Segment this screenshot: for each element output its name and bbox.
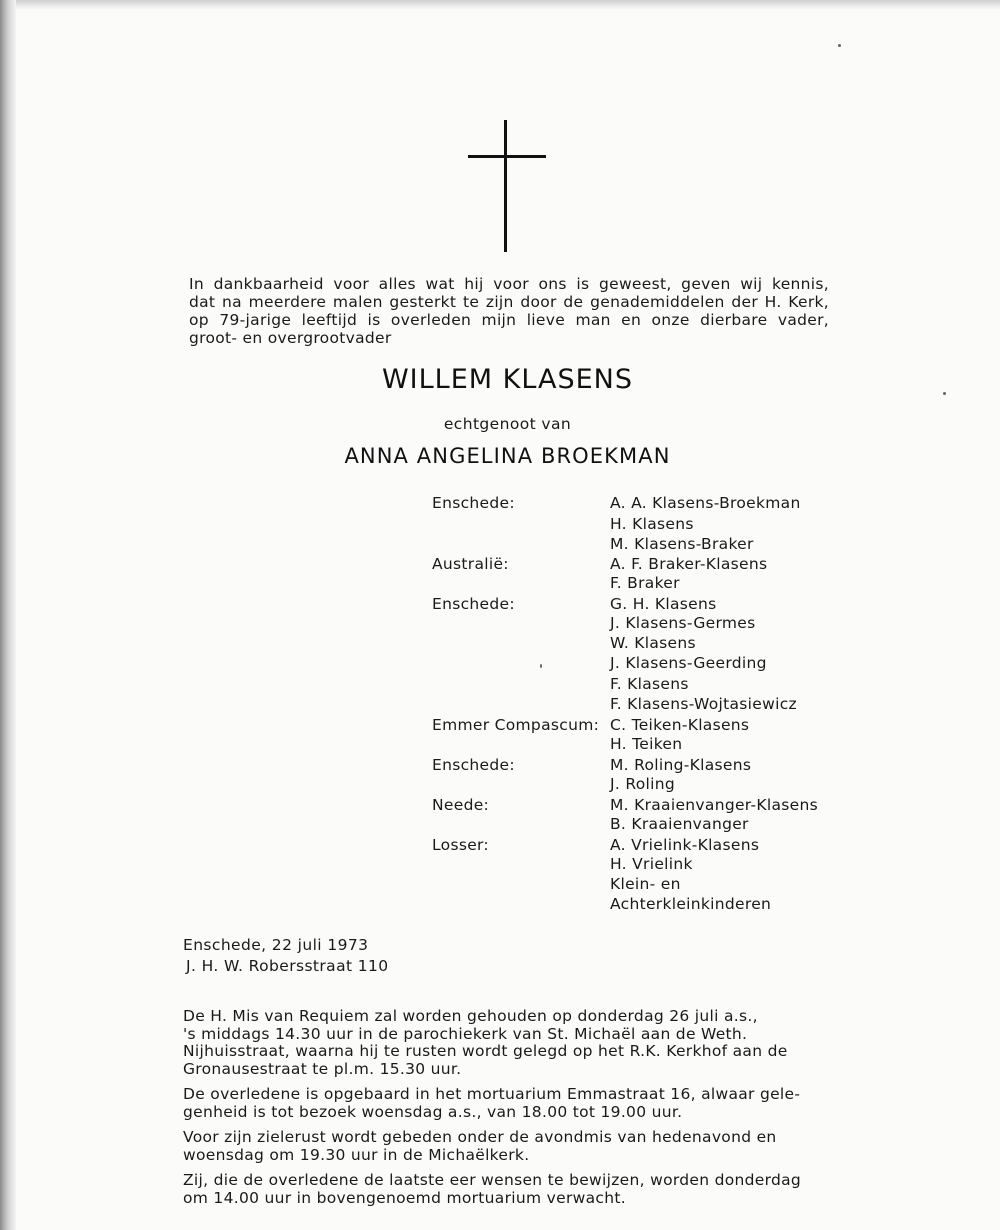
- family-group: [432, 494, 832, 553]
- family-members: [610, 716, 832, 753]
- family-member: F. Klasens: [610, 674, 689, 693]
- scan-top-edge: [16, 0, 1000, 10]
- family-member: W. Klasens: [610, 634, 696, 652]
- place-date: Enschede, 22 juli 1973: [183, 936, 369, 954]
- note-line: Nijhuisstraat, waarna hij te rusten wordt gelegd op het R.K. Kerkhof aan de: [183, 1042, 788, 1060]
- note-line: woensdag om 19.30 uur in de Michaëlkerk.: [183, 1145, 530, 1164]
- family-place: Emmer Compascum:: [432, 716, 600, 734]
- family-member: J. Klasens-Geerding: [610, 654, 767, 672]
- note-line: Voor zijn zielerust wordt gebeden onder de avondmis van hedenavond en: [183, 1128, 777, 1146]
- family-member: Klein- en: [610, 875, 681, 893]
- paper-speck: [838, 44, 841, 47]
- family-group: [432, 595, 832, 713]
- family-members: [610, 494, 832, 553]
- family-members: [610, 796, 832, 833]
- cross-vertical-bar: [504, 120, 507, 252]
- family-member: H. Vrielink: [610, 854, 693, 873]
- family-member: Achterkleinkinderen: [610, 895, 772, 913]
- family-member: B. Kraaienvanger: [610, 814, 749, 833]
- family-member: F. Braker: [610, 573, 680, 592]
- family-member: J. Roling: [610, 774, 675, 793]
- family-members: [610, 836, 832, 914]
- family-members: [610, 595, 832, 713]
- family-members: [610, 555, 832, 592]
- note-line: De overledene is opgebaard in het mortuarium Emmastraat 16, alwaar gele-: [183, 1085, 801, 1103]
- spouse-label: echtgenoot van: [443, 415, 572, 433]
- family-group: [432, 756, 832, 793]
- spouse-name-row: [0, 444, 1000, 468]
- family-place: Losser:: [432, 836, 489, 854]
- family-member: H. Klasens: [610, 514, 694, 533]
- note-line: Gronausestraat te pl.m. 15.30 uur.: [183, 1059, 462, 1078]
- dateline: [183, 935, 389, 977]
- intro-line: In dankbaarheid voor alles wat hij voor ons is geweest, geven wij kennis,: [189, 275, 829, 293]
- home-address: J. H. W. Robersstraat 110: [186, 957, 389, 975]
- family-member: M. Klasens-Braker: [610, 534, 754, 553]
- note-line: Zij, die de overledene de laatste eer wensen te bewijzen, worden donderdag: [183, 1171, 802, 1189]
- note-line: 's middags 14.30 uur in de parochiekerk van St. Michaël aan de Weth.: [183, 1024, 748, 1043]
- family-member: J. Klasens-Germes: [610, 613, 756, 632]
- family-member: A. F. Braker-Klasens: [610, 555, 768, 573]
- family-place: Enschede:: [432, 756, 515, 774]
- family-member: M. Kraaienvanger-Klasens: [610, 796, 818, 814]
- intro-line: groot- en overgrootvader: [189, 329, 392, 347]
- family-place: Enschede:: [432, 595, 515, 613]
- note-line: De H. Mis van Requiem zal worden gehouden op donderdag 26 juli a.s.,: [183, 1007, 758, 1025]
- family-list: [432, 494, 832, 916]
- spouse-name: ANNA ANGELINA BROEKMAN: [344, 444, 671, 468]
- family-member: G. H. Klasens: [610, 595, 717, 613]
- family-member: C. Teiken-Klasens: [610, 716, 750, 734]
- family-member: M. Roling-Klasens: [610, 756, 752, 774]
- intro-line: dat na meerdere malen gesterkt te zijn door de genademiddelen der H. Kerk,: [189, 293, 829, 311]
- family-members: [610, 756, 832, 793]
- note-line: genheid is tot bezoek woensdag a.s., van 18.00 tot 19.00 uur.: [183, 1102, 683, 1121]
- service-notes: [183, 1000, 820, 1215]
- deceased-name-row: [0, 364, 1000, 395]
- cross-horizontal-bar: [468, 155, 546, 158]
- family-group: [432, 555, 832, 592]
- deceased-name: WILLEM KLASENS: [381, 364, 634, 395]
- intro-line: op 79-jarige leeftijd is overleden mijn lieve man en onze dierbare vader,: [189, 311, 829, 329]
- family-group: [432, 796, 832, 833]
- family-member: A. Vrielink-Klasens: [610, 836, 760, 854]
- family-member: H. Teiken: [610, 734, 683, 753]
- note-line: om 14.00 uur in bovengenoemd mortuarium verwacht.: [183, 1188, 626, 1207]
- family-place: Neede:: [432, 796, 490, 814]
- family-group: [432, 716, 832, 753]
- family-member: F. Klasens-Wojtasiewicz: [610, 694, 797, 713]
- family-member: A. A. Klasens-Broekman: [610, 494, 801, 512]
- cross-icon: [468, 120, 546, 252]
- family-place: Australië:: [432, 555, 509, 573]
- scan-left-edge: [0, 0, 16, 1230]
- intro-paragraph: [189, 275, 829, 347]
- family-group: [432, 836, 832, 914]
- family-place: Enschede:: [432, 494, 515, 512]
